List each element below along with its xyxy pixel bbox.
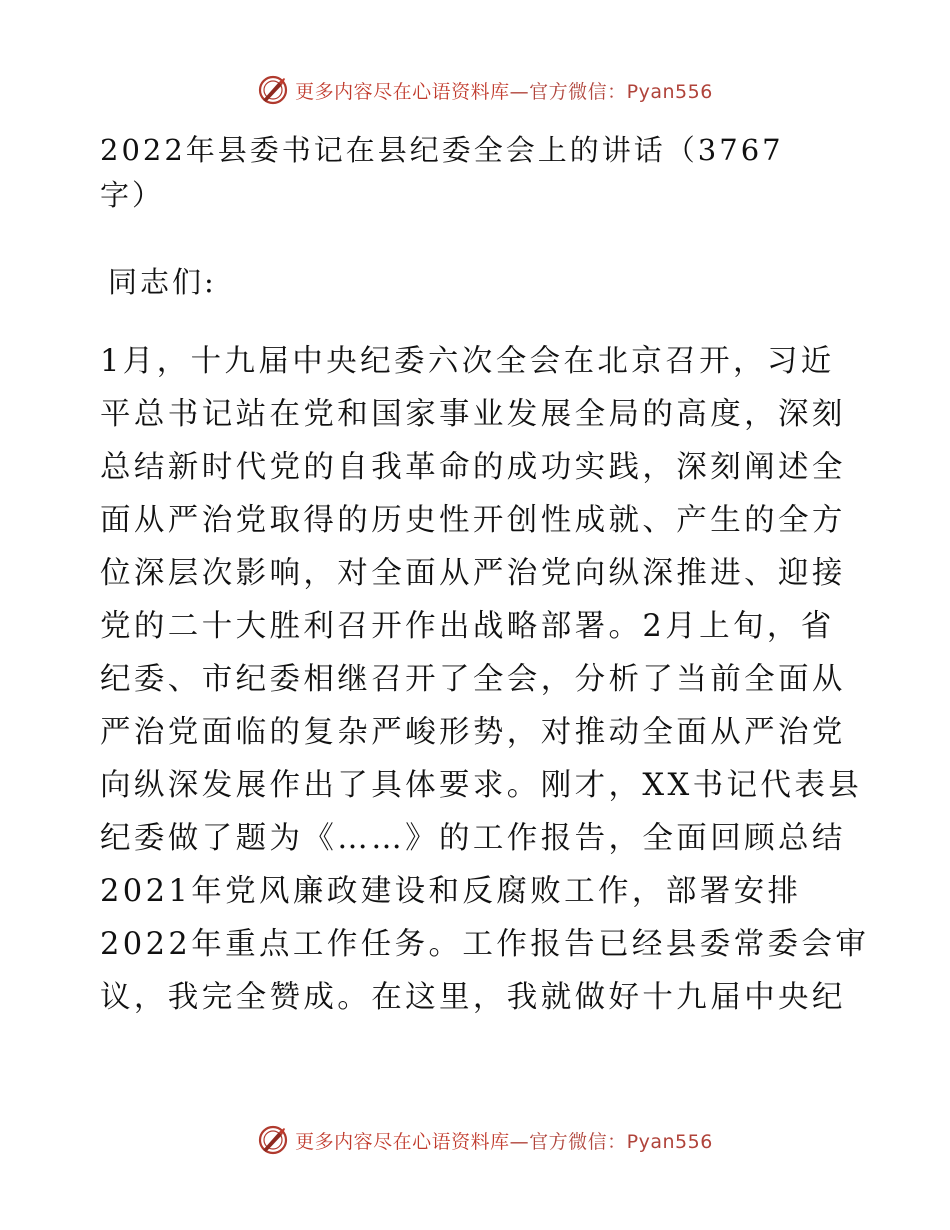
paragraph-line: 纪委做了题为《……》的工作报告，全面回顾总结	[100, 821, 846, 856]
quill-pen-circle-icon	[257, 1124, 289, 1156]
paragraph-line: 严治党面临的复杂严峻形势，对推动全面从严治党	[100, 715, 846, 750]
watermark-banner-top	[0, 72, 950, 108]
watermark-text: 更多内容尽在心语资料库	[295, 80, 510, 103]
paragraph-line: 纪委、市纪委相继召开了全会，分析了当前全面从	[100, 662, 846, 697]
watermark-contact: 官方微信：Pyan556	[529, 1130, 713, 1153]
paragraph-line: 党的二十大胜利召开作出战略部署。2月上旬，省	[100, 609, 835, 644]
watermark-separator: —	[509, 80, 530, 103]
watermark-contact: 官方微信：Pyan556	[529, 80, 713, 103]
quill-pen-circle-icon	[257, 74, 289, 106]
greeting: 同志们:	[108, 265, 217, 299]
watermark-separator: —	[509, 1130, 530, 1153]
paragraph-line: 向纵深发展作出了具体要求。刚才，XX书记代表县	[100, 768, 863, 803]
paragraph-line: 议，我完全赞成。在这里，我就做好十九届中央纪	[100, 980, 846, 1015]
watermark-banner-bottom	[0, 1122, 950, 1158]
paragraph-line: 1月，十九届中央纪委六次全会在北京召开，习近	[100, 344, 835, 379]
paragraph-line: 平总书记站在党和国家事业发展全局的高度，深刻	[100, 397, 846, 432]
body-paragraph	[100, 335, 870, 1024]
paragraph-line: 面从严治党取得的历史性开创性成就、产生的全方	[100, 503, 846, 538]
watermark-text: 更多内容尽在心语资料库	[295, 1130, 510, 1153]
paragraph-line: 总结新时代党的自我革命的成功实践，深刻阐述全	[100, 450, 846, 485]
paragraph-line: 2021年党风廉政建设和反腐败工作，部署安排	[100, 874, 802, 909]
paragraph-line: 位深层次影响，对全面从严治党向纵深推进、迎接	[100, 556, 846, 591]
paragraph-line: 2022年重点工作任务。工作报告已经县委常委会审	[100, 927, 870, 962]
document-title: 2022年县委书记在县纪委全会上的讲话（3767字）	[100, 133, 784, 212]
